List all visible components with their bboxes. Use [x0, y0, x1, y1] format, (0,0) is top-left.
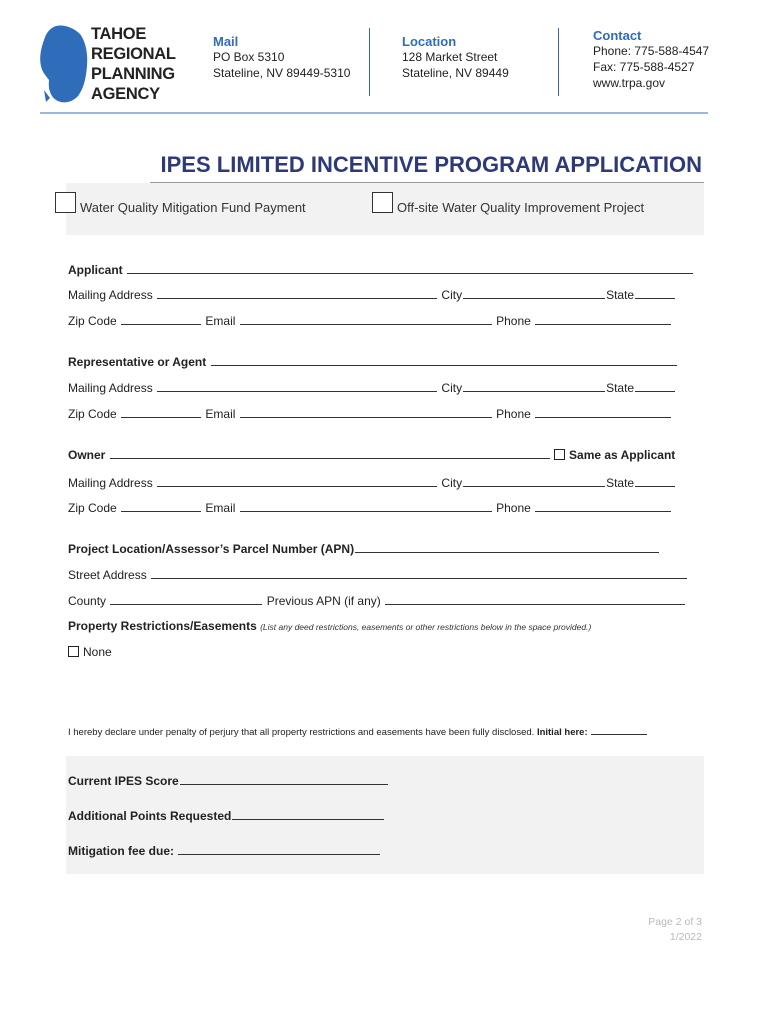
county-field[interactable]: [110, 592, 262, 605]
owner-mailing-field[interactable]: [157, 474, 437, 487]
owner-row: [68, 446, 675, 462]
representative-mailing-row: [68, 379, 676, 395]
street-address-row: [68, 566, 688, 582]
county-row: [68, 592, 686, 608]
restrictions-note: (List any deed restrictions, easements or other restrictions below in the space provided.): [260, 622, 592, 632]
representative-city-field[interactable]: [463, 379, 605, 392]
ipes-score-label: Current IPES Score: [68, 774, 179, 788]
representative-zip-field[interactable]: [121, 405, 201, 418]
additional-points-row: [68, 807, 385, 823]
location-title: Location: [402, 34, 457, 49]
mail-line: PO Box 5310: [213, 50, 285, 64]
owner-city-field[interactable]: [463, 474, 605, 487]
header-divider: [558, 28, 559, 96]
street-label: Street Address: [68, 568, 147, 582]
ipes-score-field[interactable]: [180, 772, 388, 785]
contact-website[interactable]: www.trpa.gov: [593, 76, 666, 90]
applicant-row: [68, 261, 694, 277]
representative-phone-field[interactable]: [535, 405, 671, 418]
contact-title: Contact: [593, 28, 642, 43]
offsite-project-checkbox[interactable]: [372, 192, 393, 213]
contact-fax: Fax: 775-588-4527: [593, 60, 695, 74]
declaration-row: [68, 724, 648, 738]
project-location-row: [68, 540, 660, 556]
applicant-mailing-row: [68, 286, 676, 302]
email-label: Email: [205, 314, 236, 328]
org-name-line: TAHOE: [91, 25, 147, 43]
phone-label: Phone: [496, 314, 531, 328]
org-name: [91, 24, 176, 104]
applicant-field[interactable]: [127, 261, 693, 274]
owner-field[interactable]: [110, 446, 550, 459]
phone-label: Phone: [496, 501, 531, 515]
revision-date: 1/2022: [669, 931, 702, 943]
initial-field[interactable]: [591, 724, 647, 735]
applicant-mailing-field[interactable]: [157, 286, 437, 299]
mailing-label: Mailing Address: [68, 381, 153, 395]
zip-label: Zip Code: [68, 407, 117, 421]
initial-here-label: Initial here:: [536, 727, 588, 738]
representative-email-field[interactable]: [240, 405, 492, 418]
street-address-field[interactable]: [151, 566, 687, 579]
location-line: Stateline, NV 89449: [402, 66, 509, 80]
applicant-phone-field[interactable]: [535, 312, 671, 325]
representative-label: Representative or Agent: [68, 355, 207, 369]
org-name-line: PLANNING: [91, 65, 175, 83]
mitigation-fund-label: Water Quality Mitigation Fund Payment: [80, 200, 306, 215]
header-rule: [40, 112, 708, 114]
none-checkbox[interactable]: [68, 646, 79, 657]
page-number: Page 2 of 3: [648, 916, 702, 928]
none-row: [68, 645, 112, 659]
mitigation-fund-checkbox[interactable]: [55, 192, 76, 213]
previous-apn-field[interactable]: [385, 592, 685, 605]
location-line: 128 Market Street: [402, 50, 498, 64]
restrictions-label: Property Restrictions/Easements: [68, 619, 257, 633]
offsite-project-label: Off-site Water Quality Improvement Project: [397, 200, 645, 215]
owner-state-field[interactable]: [635, 474, 675, 487]
city-label: City: [441, 381, 463, 395]
contact-phone: Phone: 775-588-4547: [593, 44, 710, 58]
zip-label: Zip Code: [68, 314, 117, 328]
applicant-state-field[interactable]: [635, 286, 675, 299]
mailing-label: Mailing Address: [68, 288, 153, 302]
mailing-label: Mailing Address: [68, 476, 153, 490]
additional-points-label: Additional Points Requested: [68, 809, 232, 823]
applicant-label: Applicant: [68, 263, 123, 277]
owner-contact-row: [68, 499, 672, 515]
same-as-applicant-checkbox[interactable]: [554, 449, 565, 460]
same-as-applicant-label: Same as Applicant: [569, 448, 676, 462]
mitigation-fee-row: [68, 842, 381, 858]
city-label: City: [441, 476, 463, 490]
owner-zip-field[interactable]: [121, 499, 201, 512]
lake-tahoe-logo-icon: [38, 24, 90, 104]
page-title: IPES LIMITED INCENTIVE PROGRAM APPLICATION: [160, 152, 702, 177]
none-label: None: [83, 645, 112, 659]
applicant-email-field[interactable]: [240, 312, 492, 325]
location-block: [402, 34, 509, 81]
representative-field[interactable]: [211, 353, 677, 366]
applicant-zip-field[interactable]: [121, 312, 201, 325]
project-apn-field[interactable]: [355, 540, 659, 553]
applicant-city-field[interactable]: [463, 286, 605, 299]
declaration-text: I hereby declare under penalty of perjury that all property restrictions and easements have been fully disclosed.: [68, 727, 535, 738]
mitigation-fee-field[interactable]: [178, 842, 380, 855]
mail-line: Stateline, NV 89449-5310: [213, 66, 351, 80]
project-location-label: Project Location/Assessor’s Parcel Number (APN): [68, 542, 355, 556]
representative-state-field[interactable]: [635, 379, 675, 392]
representative-mailing-field[interactable]: [157, 379, 437, 392]
mail-title: Mail: [213, 34, 239, 49]
owner-label: Owner: [68, 448, 106, 462]
restrictions-row: [68, 619, 591, 633]
additional-points-field[interactable]: [232, 807, 384, 820]
zip-label: Zip Code: [68, 501, 117, 515]
previous-apn-label: Previous APN (if any): [266, 594, 381, 608]
mitigation-fee-label: Mitigation fee due:: [68, 844, 174, 858]
ipes-score-row: [68, 772, 389, 788]
owner-email-field[interactable]: [240, 499, 492, 512]
owner-phone-field[interactable]: [535, 499, 671, 512]
phone-label: Phone: [496, 407, 531, 421]
org-name-line: REGIONAL: [91, 45, 176, 63]
state-label: State: [606, 288, 635, 302]
applicant-contact-row: [68, 312, 672, 328]
county-label: County: [68, 594, 107, 608]
mail-block: [213, 34, 350, 81]
contact-block: [593, 28, 709, 91]
header-divider: [369, 28, 370, 96]
email-label: Email: [205, 501, 236, 515]
representative-row: [68, 353, 678, 369]
email-label: Email: [205, 407, 236, 421]
state-label: State: [606, 476, 635, 490]
org-name-line: AGENCY: [91, 85, 160, 103]
city-label: City: [441, 288, 463, 302]
page-footer: [648, 915, 702, 945]
owner-mailing-row: [68, 474, 676, 490]
representative-contact-row: [68, 405, 672, 421]
state-label: State: [606, 381, 635, 395]
